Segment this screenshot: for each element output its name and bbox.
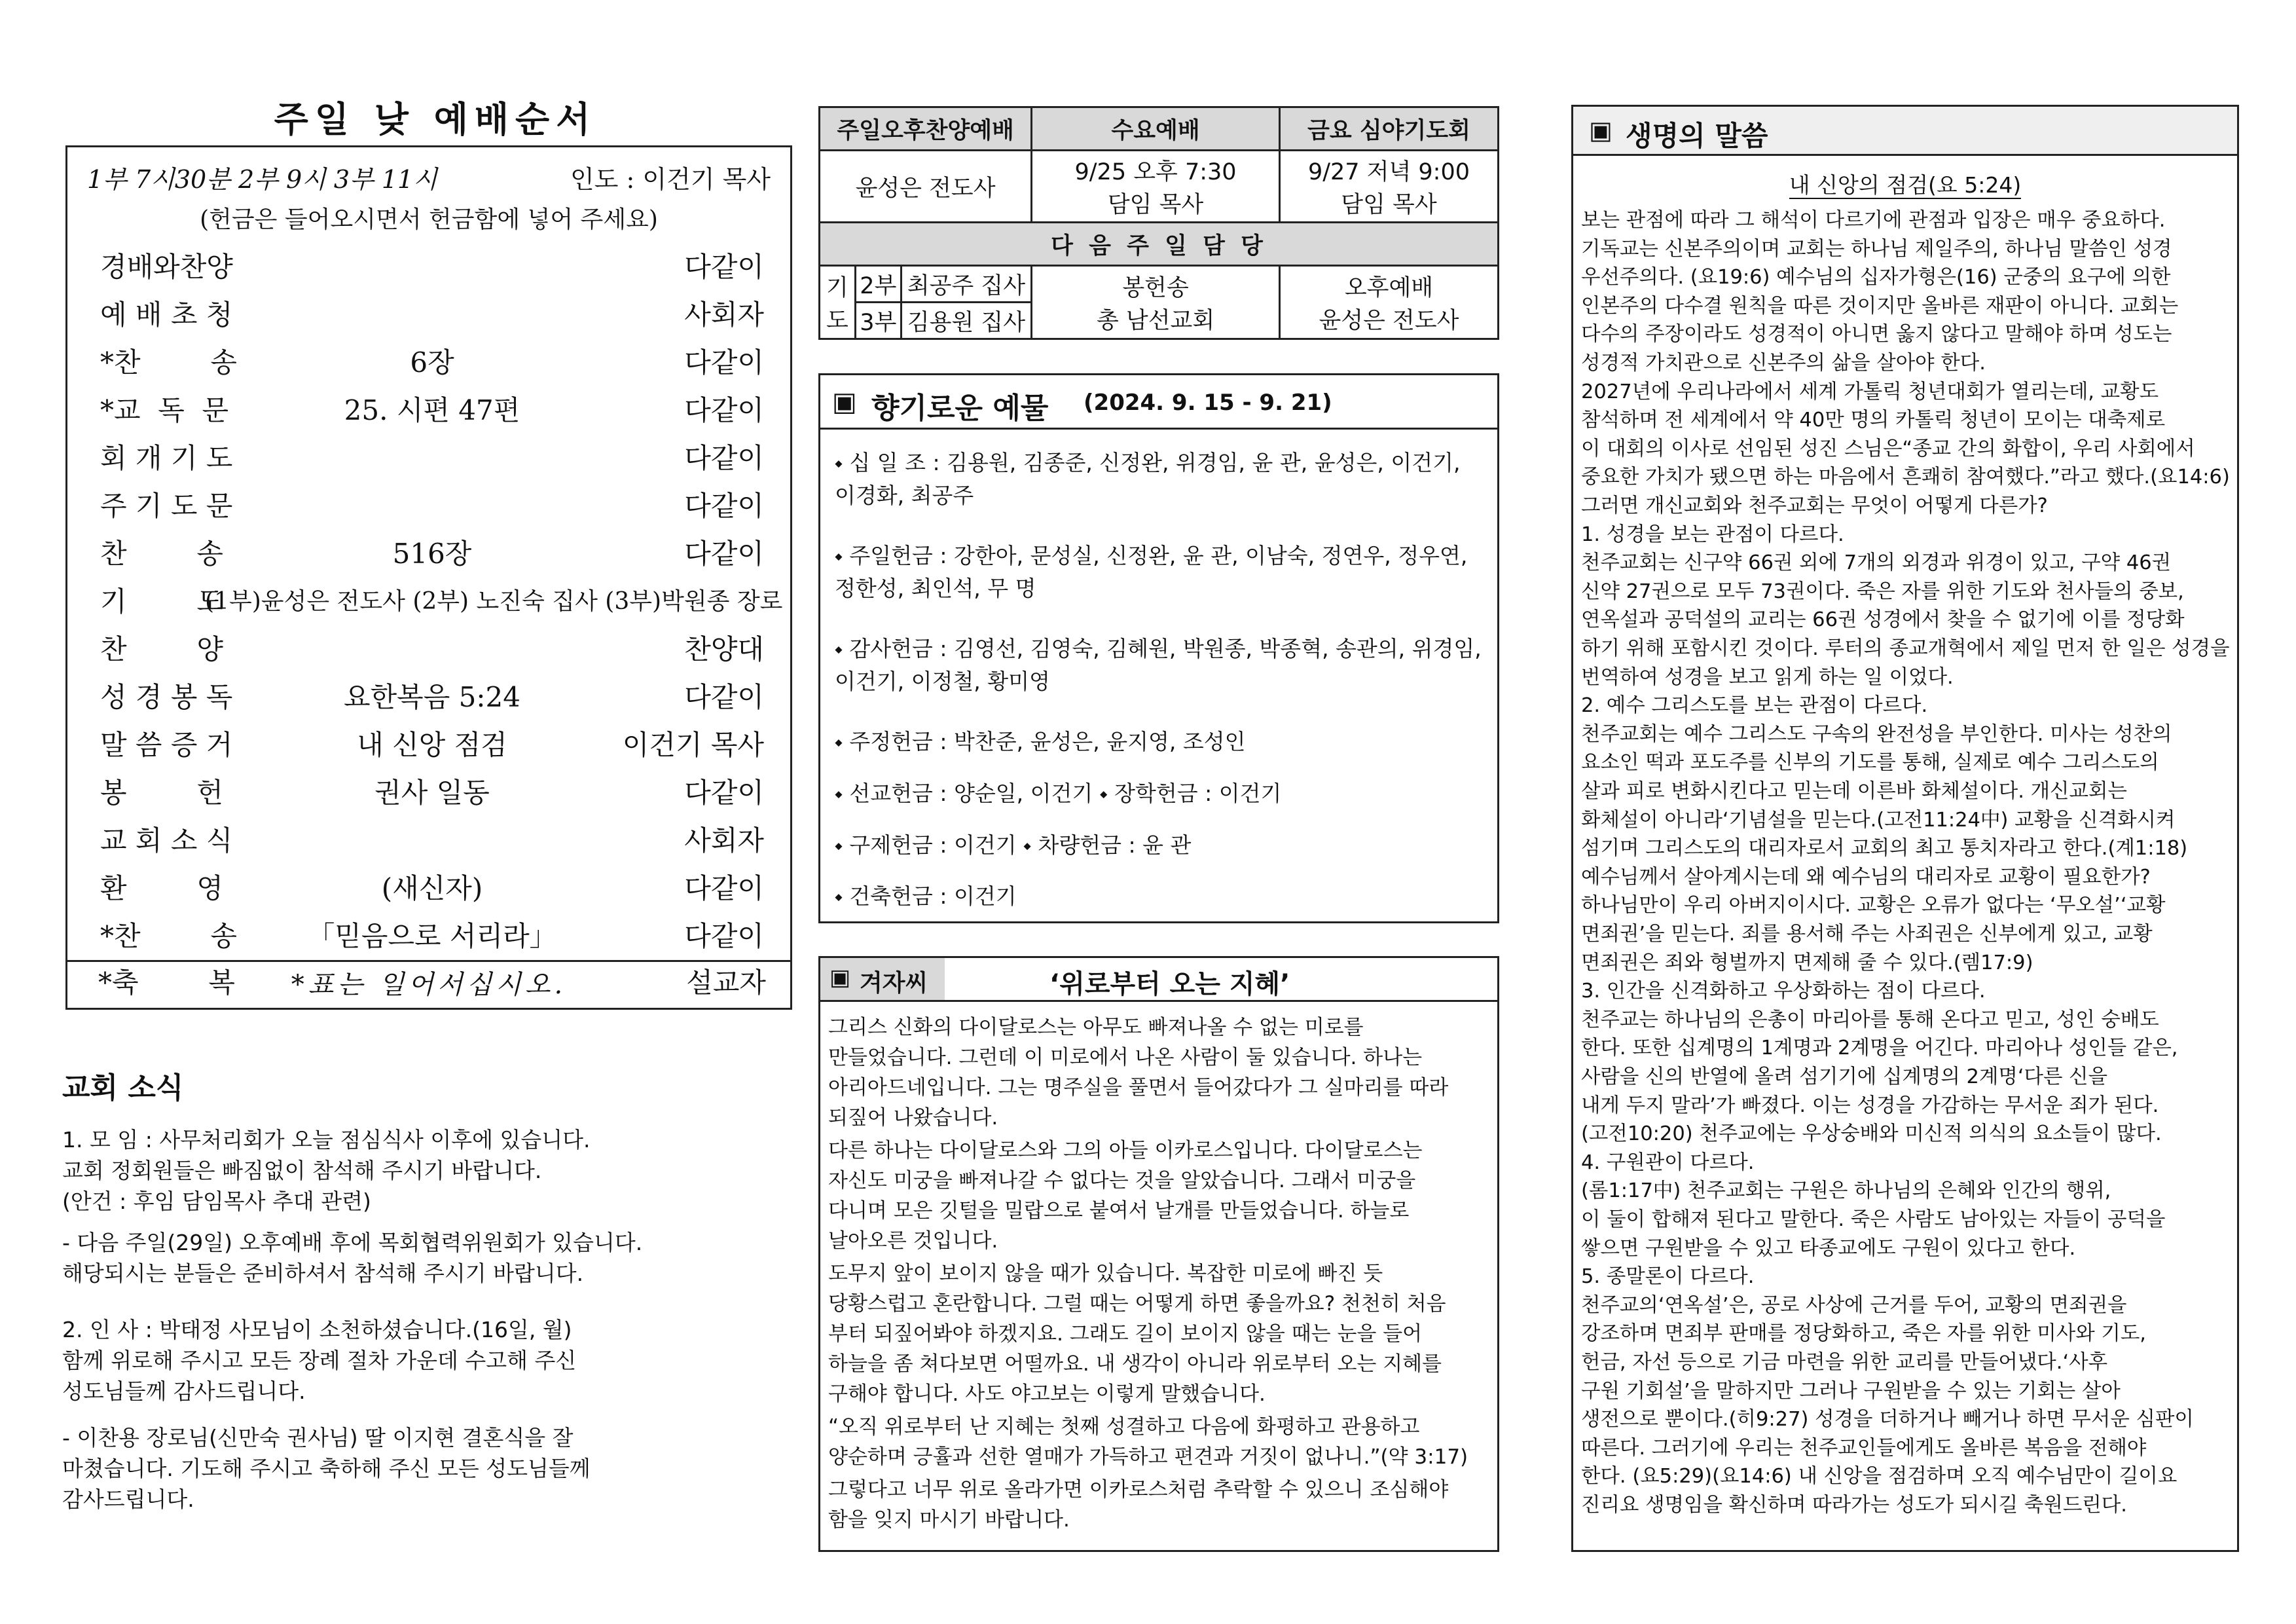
sermon-line: 참석하며 전 세계에서 약 40만 명의 카톨릭 청년이 모이는 대축제로 [1581,409,2166,432]
sermon-line: 성경적 가치관으로 신본주의 삶을 살아야 한다. [1581,352,1986,375]
order-item-content: 25. 시편 47편 [344,394,520,426]
order-item-content: 권사 일동 [374,777,490,809]
order-item-content: 요한복음 5:24 [344,681,520,713]
offerings-title: 향기로운 예물 [871,392,1049,425]
order-item-name: 성 경 봉 독 [100,681,233,713]
order-item-name: *찬 송 [100,920,237,952]
sermon-line: 요소인 떡과 포도주를 신부의 기도를 통해, 실제로 예수 그리스도의 [1581,751,2159,775]
mustard-line: 하늘을 좀 쳐다보면 어떨까요. 내 생각이 아니라 위로부터 오는 지혜를 [828,1352,1442,1376]
mustard-line: 아리아드네입니다. 그는 명주실을 풀면서 들어갔다가 그 실마리를 따라 [828,1076,1449,1099]
order-item [100,867,764,913]
order-item-presenter: 다같이 [684,442,764,474]
sermon-line: 예수님께서 살아계시는데 왜 예수님의 대리자로 교황이 필요한가? [1581,865,2151,889]
sermon-line: 따른다. 그러기에 우리는 천주교인들에게도 올바른 복음을 전해야 [1581,1436,2147,1460]
mustard-line: 부터 되짚어봐야 하겠지요. 그래도 길이 보이지 않을 때는 눈을 들어 [828,1322,1423,1346]
sunday-pm-leader: 윤성은 전도사 [820,151,1032,223]
mustard-line: 구해야 합니다. 사도 야고보는 이렇게 말했습니다. [828,1382,1266,1406]
order-item-presenter: 다같이 [684,538,764,570]
sermon-line: 2. 예수 그리스도를 보는 관점이 다르다. [1581,694,1928,718]
mustard-seed-label: 겨자씨 [860,970,928,997]
prayer-part: 3부 [855,303,901,339]
sermon-line: 구원 기회설’을 말하지만 그러나 구원받을 수 있는 기회는 살아 [1581,1379,2121,1403]
friday-time: 9/27 저녁 9:00 [1307,158,1470,185]
sermon-line: 쌓으면 구원받을 수 있고 타종교에도 구원이 있다고 한다. [1581,1236,2076,1260]
prayer-leaders: (1부)윤성은 전도사 (2부) 노진숙 집사 (3부)박원종 장로 [205,588,783,615]
sermon-line: 천주교회는 예수 그리스도 구속의 완전성을 부인한다. 미사는 성찬의 [1581,722,2172,746]
sermon-line: 5. 종말론이 다르다. [1581,1265,1755,1289]
sermon-line: 신약 27권으로 모두 73권이다. 죽은 자를 위한 기도와 천사들의 중보, [1581,580,2184,603]
sermon-line: 헌금, 자선 등으로 기금 마련을 위한 교리를 만들어냈다.‘사후 [1581,1351,2108,1374]
order-item [100,389,764,435]
news-line: 교회 정회원들은 빠짐없이 참석해 주시기 바랍니다. [62,1158,542,1183]
sermon-line: 한다. (요5:29)(요14:6) 내 신앙을 점검하며 오직 예수님만이 길이요 [1581,1465,2178,1488]
order-item-name: *축 복 [98,967,235,999]
order-item-presenter: 다같이 [684,872,764,904]
sermon-line: 천주교는 하나님의 은총이 마리아를 통해 온다고 믿고, 성인 숭배도 [1581,1008,2159,1031]
order-item-content: 6장 [410,346,454,378]
sermon-line: 이 대회의 이사로 선임된 성진 스님은“종교 간의 화합이, 우리 사회에서 [1581,437,2195,460]
order-item-name: 봉 헌 [100,777,223,809]
order-item-content: (새신자) [381,872,483,904]
offering-line: ⬩ 선교헌금 : 양순일, 이건기 ⬩ 장학헌금 : 이건기 [835,781,1282,806]
prayer-label [820,266,856,339]
news-line: - 다음 주일(29일) 오후예배 후에 목회협력위원회가 있습니다. [62,1230,643,1255]
offering-line: ⬩ 건축헌금 : 이건기 [835,883,1017,909]
order-item-content: 516장 [392,538,472,570]
sermon-line: 천주교의‘연옥설’은, 공로 사상에 근거를 두어, 교황의 면죄권을 [1581,1293,2127,1317]
square-icon: ▣ [1589,116,1613,145]
wednesday-header: 수요예배 [1032,107,1280,151]
news-line: 성도님들께 감사드립니다. [62,1378,306,1404]
sermon-line: 우선주의다. (요19:6) 예수님의 십자가형은(16) 군중의 요구에 의한 [1581,266,2171,289]
mustard-line: 그리스 신화의 다이달로스는 아무도 빠져나올 수 없는 미로를 [828,1016,1364,1039]
news-line: 2. 인 사 : 박태정 사모님이 소천하셨습니다.(16일, 월) [62,1317,572,1342]
sermon-line: 화체설이 아니라‘기념설을 믿는다.(고전11:24中) 교황을 신격화시켜 [1581,808,2176,832]
sermon-line: 강조하며 면죄부 판매를 정당화하고, 죽은 자를 위한 미사와 기도, [1581,1322,2146,1346]
sermon-line: 다수의 주장이라도 성경적이 아니면 옳지 않다고 말해야 하며 성도는 [1581,323,2172,346]
news-line: 감사드립니다. [62,1486,194,1512]
wednesday-time: 9/25 오후 7:30 [1074,158,1237,185]
order-item-presenter: 다같이 [684,681,764,713]
sermon-subtitle [1573,168,2237,199]
news-line: - 이찬용 장로님(신만숙 권사님) 딸 이지현 결혼식을 잘 [62,1425,574,1450]
order-item-name: 회 개 기 도 [100,442,233,474]
mustard-seed-heading: ‘위로부터 오는 지혜’ [1049,969,1290,999]
order-item [100,532,764,578]
news-line: 마쳤습니다. 기도해 주시고 축하해 주신 모든 성도님들께 [62,1456,591,1481]
order-item-presenter: 다같이 [684,394,764,426]
order-item-name: *교 독 문 [100,394,229,426]
order-item-name: 찬 송 [100,538,223,570]
sermon-line: 진리요 생명임을 확신하며 따라가는 성도가 되시길 축원드린다. [1581,1494,2127,1517]
sermon-line: 2027년에 우리나라에서 세계 가톨릭 청년대회가 열리는데, 교황도 [1581,380,2159,403]
order-item-name: 기 도 [100,585,223,618]
order-item-presenter: 다같이 [684,920,764,952]
offering-song-group: 총 남선교회 [1096,307,1215,334]
order-item-presenter: 다같이 [684,490,764,522]
order-item [100,771,764,817]
sermon-line: 연옥설과 공덕설의 교리는 66권 성경에서 찾을 수 없기에 이를 정당화 [1581,608,2185,632]
sermon-line: 인본주의 다수결 원칙을 따른 것이지만 올바른 재판이 아니다. 교회는 [1581,294,2179,318]
order-item-presenter: 사회자 [684,299,764,331]
order-item [100,341,764,387]
mustard-line: “오직 위로부터 난 지혜는 첫째 성결하고 다음에 화평하고 관용하고 [828,1415,1420,1439]
sermon-line: 섬기며 그리스도의 대리자로서 교회의 최고 통치자라고 한다.(계1:18) [1581,837,2188,860]
mustard-line: 도무지 앞이 보이지 않을 때가 있습니다. 복잡한 미로에 빠진 듯 [828,1262,1383,1285]
prayer-person: 김용원 집사 [901,303,1031,339]
order-item-presenter: 찬양대 [684,633,764,665]
prayer-person: 최공주 집사 [901,266,1031,303]
sermon-line: 3. 인간을 신격화하고 우상화하는 점이 다르다. [1581,980,1986,1003]
order-item-presenter: 사회자 [684,824,764,857]
news-line: 1. 모 임 : 사무처리회가 오늘 점심식사 이후에 있습니다. [62,1127,591,1153]
offerings-header [820,375,1497,430]
news-line: 해당되시는 분들은 준비하셔서 참석해 주시기 바랍니다. [62,1261,584,1286]
service-times: 1부 7시30분 2부 9시 3부 11시 [87,165,437,194]
order-item [100,485,764,530]
pm-service-label: 오후예배 [1344,274,1434,301]
order-item [98,961,766,1001]
order-item-presenter: 다같이 [684,251,764,283]
offering-note: (헌금은 들어오시면서 헌금함에 넣어 주세요) [200,206,658,233]
mustard-line: 날아오른 것입니다. [828,1229,998,1253]
sermon-line: 이 둘이 합해져 된다고 말한다. 죽은 사람도 남아있는 자들이 공덕을 [1581,1208,2166,1231]
word-of-life-title: 생명의 말씀 [1626,120,1768,152]
sermon-line: 살과 피로 변화시킨다고 믿는데 이른바 화체설이다. 개신교회는 [1581,780,2127,803]
prayer-label-1: 기 [826,274,848,301]
sermon-line: 한다. 또한 십계명의 1계명과 2계명을 어긴다. 마리아나 성인들 같은, [1581,1037,2178,1060]
mustard-seed-box [818,956,1499,1552]
service-leader: 인도 : 이건기 목사 [570,165,771,194]
order-item-name: 경배와찬양 [100,251,233,283]
offering-line: 이건기, 이정철, 황미영 [835,669,1050,694]
sermon-line: 1. 성경을 보는 관점이 다르다. [1581,523,1844,546]
order-item-presenter: 다같이 [684,777,764,809]
stand-note: *표는 일어서십시오. [67,960,790,1008]
mustard-line: 만들었습니다. 그런데 이 미로에서 나온 사람이 둘 있습니다. 하나는 [828,1046,1423,1069]
sermon-line: 하나님만이 우리 아버지이시다. 교황은 오류가 없다는 ‘무오설’‘교황 [1581,894,2166,917]
order-item-presenter: 이건기 목사 [622,729,764,761]
order-item [100,676,764,722]
order-item [100,293,764,339]
mustard-line: 당황스럽고 혼란합니다. 그럴 때는 어떻게 하면 좋을까요? 천천히 처음 [828,1292,1446,1316]
order-item-content: 「믿음으로 서리라」 [307,920,557,952]
mustard-line: 자신도 미궁을 빠져나갈 수 없다는 것을 알았습니다. 그래서 미궁을 [828,1169,1416,1192]
order-item-name: 찬 양 [100,633,223,665]
sermon-line: 기독교는 신본주의이며 교회는 하나님 제일주의, 하나님 말씀인 성경 [1581,237,2172,261]
mustard-seed-header [820,958,1497,1002]
square-icon: ▣ [829,965,851,991]
worship-order-title: 주일 낮 예배순서 [274,98,597,140]
sermon-line: 사람을 신의 반열에 올려 섬기기에 십계명의 2계명‘다른 신을 [1581,1065,2108,1088]
news-line: (안건 : 후임 담임목사 추대 관련) [62,1189,371,1214]
order-item [100,628,764,674]
offerings-dates: (2024. 9. 15 - 9. 21) [1084,390,1332,416]
sermon-line: 내게 두지 말라’가 빠졌다. 이는 성경을 가감하는 무서운 죄가 된다. [1581,1094,2159,1117]
prayer-part: 2부 [855,266,901,303]
next-week-title: 다 음 주 일 담 당 [820,223,1499,266]
order-item [100,437,764,483]
schedule-table [818,106,1499,340]
offering-line: 이경화, 최공주 [835,483,974,508]
mustard-line: 함을 잊지 마시기 바랍니다. [828,1508,1070,1532]
offering-line: ⬩ 십 일 조 : 김용원, 김종준, 신정완, 위경임, 윤 관, 윤성은, 이건기, [835,450,1461,475]
friday-info [1279,151,1498,223]
order-item-name: *찬 송 [100,346,237,378]
mustard-line: 양순하며 긍휼과 선한 열매가 가득하고 편견과 거짓이 없나니.”(약 3:17) [828,1445,1468,1469]
sermon-line: 면죄권’을 믿는다. 죄를 용서해 주는 사죄권은 신부에게 있고, 교황 [1581,923,2153,946]
order-item [100,246,764,291]
sermon-line: (롬1:17中) 천주교회는 구원은 하나님의 은혜와 인간의 행위, [1581,1179,2111,1203]
order-item [100,819,764,865]
order-item-content: 내 신앙 점검 [357,729,507,761]
order-item-name: 말 씀 증 거 [100,729,233,761]
order-item-name: 교 회 소 식 [100,824,233,857]
sermon-line: 천주교회는 신구약 66권 외에 7개의 외경과 위경이 있고, 구약 46권 [1581,551,2172,575]
sermon-line: 하기 위해 포함시킨 것이다. 루터의 종교개혁에서 제일 먼저 한 일은 성경을 [1581,637,2230,660]
square-icon: ▣ [832,387,857,417]
offering-line: ⬩ 구제헌금 : 이건기 ⬩ 차량헌금 : 윤 관 [835,832,1192,858]
friday-header: 금요 심야기도회 [1279,107,1498,151]
mustard-line: 다른 하나는 다이달로스와 그의 아들 이카로스입니다. 다이달로스는 [828,1139,1423,1162]
offering-line: ⬩ 주정헌금 : 박찬준, 윤성은, 윤지영, 조성인 [835,729,1246,754]
sunday-pm-header: 주일오후찬양예배 [820,107,1032,151]
offerings-box [818,373,1499,923]
pm-service-leader: 윤성은 전도사 [1319,307,1459,334]
sermon-line: 면죄권은 죄와 형벌까지 면제해 줄 수 있다.(렘17:9) [1581,951,2033,974]
wednesday-info [1032,151,1280,223]
prayer-label-2: 도 [826,307,848,334]
order-item [100,915,764,961]
news-line: 함께 위로해 주시고 모든 장례 절차 가운데 수고해 주신 [62,1348,577,1373]
sermon-line: 그러면 개신교회와 천주교회는 무엇이 어떻게 다른가? [1581,494,2048,517]
offering-line: ⬩ 감사헌금 : 김영선, 김영숙, 김혜원, 박원종, 박종혁, 송관의, 위경임, [835,636,1482,661]
offering-line: ⬩ 주일헌금 : 강한아, 문성실, 신정완, 윤 관, 이남숙, 정연우, 정우연, [835,543,1468,568]
wednesday-leader: 담임 목사 [1107,191,1204,218]
mustard-line: 되짚어 나왔습니다. [828,1106,998,1130]
church-news-title: 교회 소식 [62,1071,184,1105]
order-item [100,724,764,769]
sermon-subtitle-text: 내 신앙의 점검(요 5:24) [1789,172,2022,198]
sermon-line: 번역하여 성경을 보고 읽게 하는 일 이었다. [1581,665,1954,689]
mustard-line: 다니며 모은 깃털을 밀랍으로 붙여서 날개를 만들었습니다. 하늘로 [828,1199,1410,1223]
offering-line: 정한성, 최인석, 무 명 [835,576,1036,601]
sermon-line: 보는 관점에 따라 그 해석이 다르기에 관점과 입장은 매우 중요하다. [1581,209,2166,232]
sermon-line: (고전10:20) 천주교에는 우상숭배와 미신적 의식의 요소들이 많다. [1581,1122,2162,1146]
sermon-line: 중요한 가치가 됐으면 하는 마음에서 흔쾌히 참여했다.”라고 했다.(요14:6) [1581,466,2230,489]
service-times-row [87,159,771,195]
sermon-line: 4. 구원관이 다르다. [1581,1151,1755,1174]
order-item-name: 환 영 [100,872,223,904]
pm-service [1279,266,1498,339]
order-item-name: 예 배 초 청 [100,299,233,331]
offering-song [1032,266,1280,339]
word-of-life-box [1571,105,2239,1552]
order-item-name: 주 기 도 문 [100,490,233,522]
worship-order-box [65,145,792,1010]
mustard-line: 그렇다고 너무 위로 올라가면 이카로스처럼 추락할 수 있으니 조심해야 [828,1478,1449,1502]
order-item-presenter: 설교자 [686,967,766,999]
friday-leader: 담임 목사 [1341,191,1437,218]
order-item-prayer [100,580,783,626]
offering-song-label: 봉헌송 [1122,274,1189,301]
order-item-presenter: 다같이 [684,346,764,378]
sermon-line: 생전으로 뿐이다.(히9:27) 성경을 더하거나 빼거나 하면 무서운 심판이 [1581,1408,2194,1431]
word-of-life-header [1573,107,2237,156]
